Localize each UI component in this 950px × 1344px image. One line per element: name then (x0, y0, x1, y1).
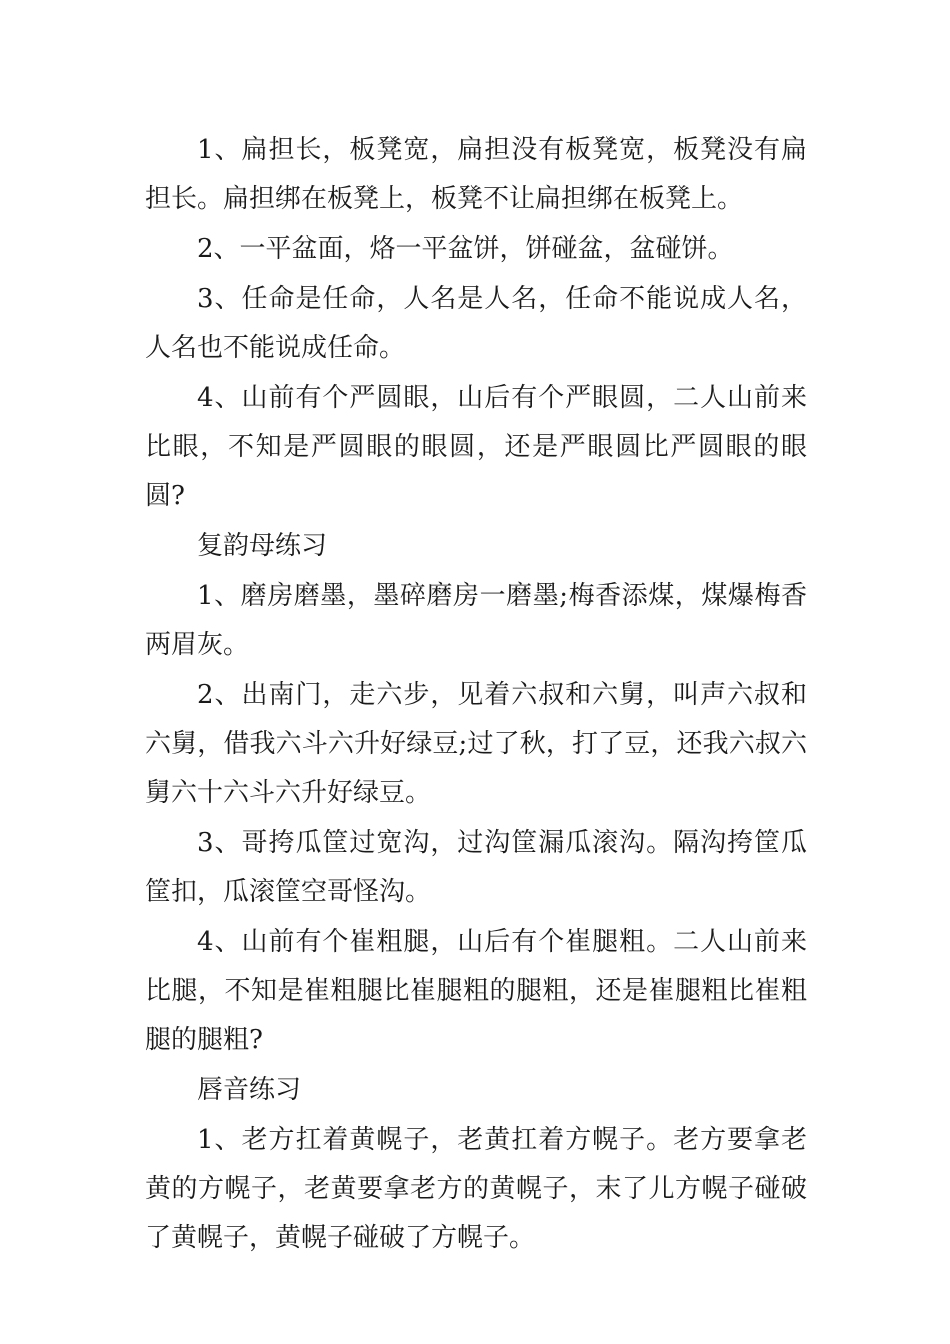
section-heading-labial-sounds: 唇音练习 (197, 1075, 302, 1105)
paragraph-compound-finals-2: 2、出南门，走六步，见着六叔和六舅，叫声六叔和六舅，借我六斗六升好绿豆;过了秋，打了豆，还我六叔六舅六十六斗六升好绿豆。 (145, 680, 807, 808)
paragraph-tongue-twister-3: 3、任命是任命，人名是人名，任命不能说成人名，人名也不能说成任命。 (145, 284, 807, 363)
paragraph-labial-sounds-1: 1、老方扛着黄幌子，老黄扛着方幌子。老方要拿老黄的方幌子，老黄要拿老方的黄幌子，末了儿方幌子碰破了黄幌子，黄幌子碰破了方幌子。 (145, 1125, 807, 1253)
paragraph-tongue-twister-1: 1、扁担长，板凳宽，扁担没有板凳宽，板凳没有扁担长。扁担绑在板凳上，板凳不让扁担绑在板凳上。 (145, 135, 807, 214)
paragraph-compound-finals-4: 4、山前有个崔粗腿，山后有个崔腿粗。二人山前来比腿，不知是崔粗腿比崔腿粗的腿粗，还是崔腿粗比崔粗腿的腿粗? (145, 927, 807, 1055)
document-body (145, 126, 807, 1263)
paragraph-compound-finals-3: 3、哥挎瓜筐过宽沟，过沟筐漏瓜滚沟。隔沟挎筐瓜筐扣，瓜滚筐空哥怪沟。 (145, 828, 807, 907)
paragraph-tongue-twister-2: 2、一平盆面，烙一平盆饼，饼碰盆，盆碰饼。 (197, 234, 734, 264)
section-heading-compound-finals: 复韵母练习 (197, 531, 328, 561)
paragraph-tongue-twister-4: 4、山前有个严圆眼，山后有个严眼圆，二人山前来比眼，不知是严圆眼的眼圆，还是严眼圆比严圆眼的眼圆? (145, 383, 807, 511)
paragraph-compound-finals-1: 1、磨房磨墨，墨碎磨房一磨墨;梅香添煤，煤爆梅香两眉灰。 (145, 581, 807, 660)
